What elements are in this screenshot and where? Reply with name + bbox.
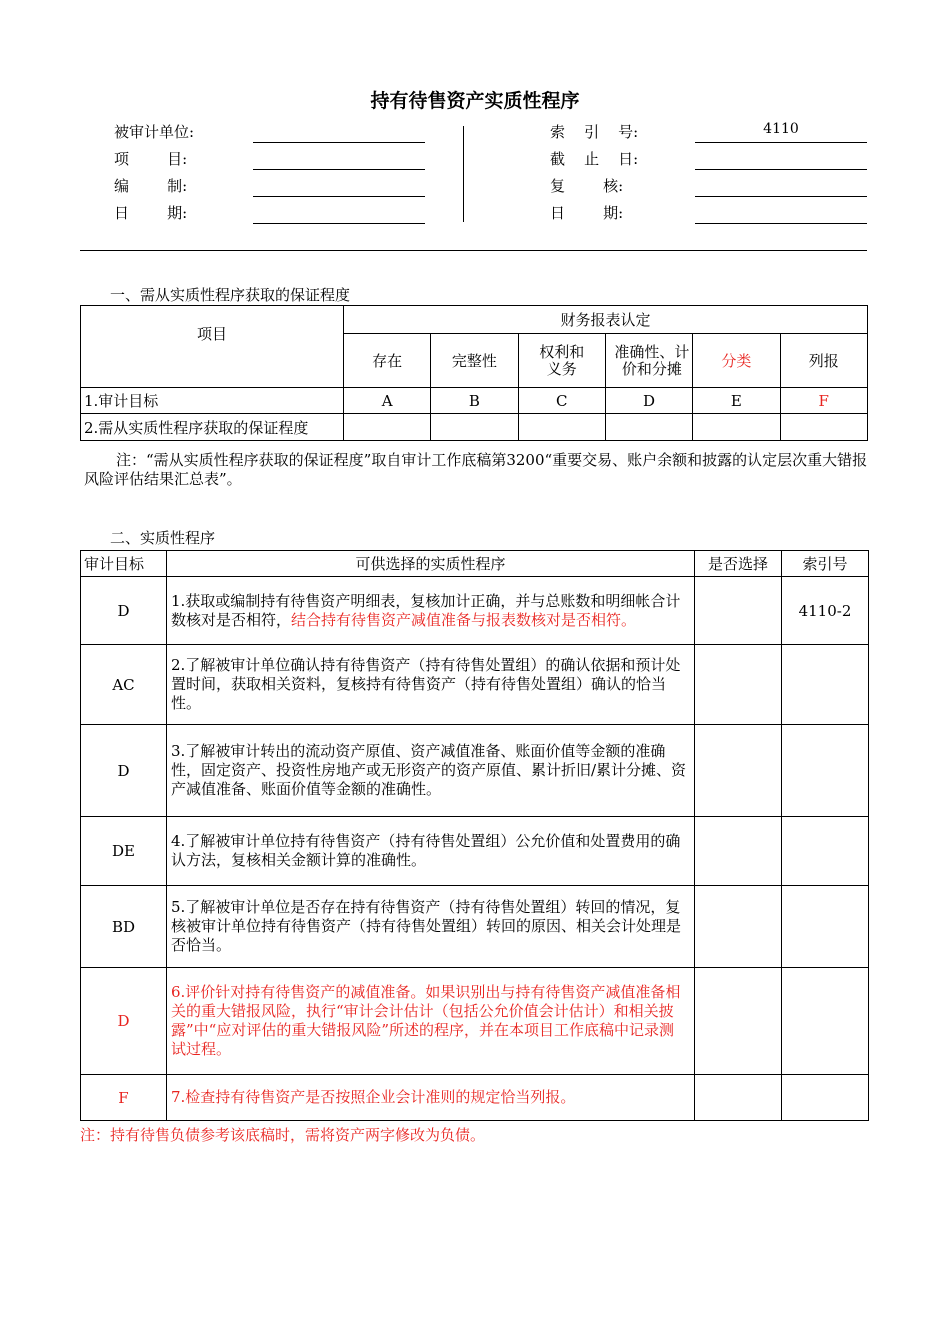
header-label-reviewer: 复 核: — [550, 177, 624, 195]
assertion-classification: 分类 — [693, 334, 780, 388]
proc4-text: 4.了解被审计单位持有待售资产（持有待售处置组）公允价值和处置费用的确认方法，复核相关金额计算的准确性。 — [167, 817, 695, 886]
cell-d: D — [605, 388, 692, 414]
cell-b: B — [431, 388, 518, 414]
index-field[interactable] — [695, 142, 867, 143]
proc6-index — [782, 968, 869, 1075]
header-label-index: 索 引 号: — [550, 123, 639, 141]
proc3-selected[interactable] — [695, 725, 782, 817]
col-item-header: 项目 — [81, 306, 344, 388]
proc5-index — [782, 886, 869, 968]
assurance-cell-1[interactable] — [343, 414, 430, 441]
proc2-selected[interactable] — [695, 645, 782, 725]
section1-note: 注：“需从实质性程序获取的保证程度”取自审计工作底稿第3200“重要交易、账户余额和披露的认定层次重大错报风险评估结果汇总表”。 — [84, 451, 868, 488]
cell-a: A — [343, 388, 430, 414]
header-label-date-left: 日 期: — [114, 204, 188, 222]
proc3-target: D — [81, 725, 167, 817]
proc7-index — [782, 1075, 869, 1121]
proc2-index — [782, 645, 869, 725]
row-label-objective: 1.审计目标 — [81, 388, 344, 414]
cell-e: E — [693, 388, 780, 414]
proc3-index — [782, 725, 869, 817]
cell-f: F — [780, 388, 867, 414]
col-header-index: 索引号 — [782, 551, 869, 577]
proc4-index — [782, 817, 869, 886]
proc3-text: 3.了解被审计转出的流动资产原值、资产减值准备、账面价值等金额的准确性，固定资产、投资性房地产或无形资产的资产原值、累计折旧/累计分摊、资产减值准备、账面价值等金额的准确性。 — [167, 725, 695, 817]
proc1-selected[interactable] — [695, 577, 782, 645]
proc5-selected[interactable] — [695, 886, 782, 968]
date-field-left[interactable] — [253, 223, 425, 224]
proc1-text: 1.获取或编制持有待售资产明细表，复核加计正确，并与总账数和明细帐合计数核对是否相符，结合持有待售资产减值准备与报表数核对是否相符。 — [167, 577, 695, 645]
header-rule — [80, 250, 867, 251]
col-header-procedure: 可供选择的实质性程序 — [167, 551, 695, 577]
proc4-target: DE — [81, 817, 167, 886]
assertion-table — [80, 305, 868, 441]
proc6-text: 6.评价针对持有待售资产的减值准备。如果识别出与持有待售资产减值准备相关的重大错报风险，执行“审计会计估计（包括公允价值会计估计）和相关披露”中“应对评估的重大错报风险”所述的程序，并在本项目工作底稿中记录测试过程。 — [167, 968, 695, 1075]
proc1-index: 4110-2 — [782, 577, 869, 645]
assurance-cell-3[interactable] — [518, 414, 605, 441]
assertion-existence: 存在 — [343, 334, 430, 388]
index-value: 4110 — [763, 121, 799, 137]
proc6-target: D — [81, 968, 167, 1075]
header-label-project: 项 目: — [114, 150, 188, 168]
footnote: 注：持有待售负债参考该底稿时，需将资产两字修改为负债。 — [80, 1126, 486, 1144]
proc5-text: 5.了解被审计单位是否存在持有待售资产（持有待售处置组）转回的情况，复核被审计单位持有待售资产（持有待售处置组）转回的原因、相关会计处理是否恰当。 — [167, 886, 695, 968]
assertion-rights: 权利和义务 — [518, 334, 605, 388]
assurance-cell-6[interactable] — [780, 414, 867, 441]
header-label-auditee: 被审计单位: — [114, 123, 195, 141]
group-header: 财务报表认定 — [343, 306, 867, 334]
auditee-field[interactable] — [253, 142, 425, 143]
header-divider — [463, 126, 464, 222]
proc1-target: D — [81, 577, 167, 645]
proc7-target: F — [81, 1075, 167, 1121]
proc2-target: AC — [81, 645, 167, 725]
col-header-selected: 是否选择 — [695, 551, 782, 577]
section1-heading: 一、需从实质性程序获取的保证程度 — [110, 286, 351, 304]
page-title: 持有待售资产实质性程序 — [370, 90, 580, 112]
project-field[interactable] — [253, 169, 425, 170]
proc2-text: 2.了解被审计单位确认持有待售资产（持有待售处置组）的确认依据和预计处置时间，获取相关资料，复核持有待售资产（持有待售处置组）确认的恰当性。 — [167, 645, 695, 725]
cell-c: C — [518, 388, 605, 414]
header-label-preparer: 编 制: — [114, 177, 188, 195]
proc4-selected[interactable] — [695, 817, 782, 886]
section2-heading: 二、实质性程序 — [110, 529, 216, 547]
proc7-text: 7.检查持有待售资产是否按照企业会计准则的规定恰当列报。 — [167, 1075, 695, 1121]
assertion-completeness: 完整性 — [431, 334, 518, 388]
proc6-selected[interactable] — [695, 968, 782, 1075]
header-label-date-right: 日 期: — [550, 204, 624, 222]
cutoff-field[interactable] — [695, 169, 867, 170]
header-label-cutoff: 截 止 日: — [550, 150, 639, 168]
reviewer-field[interactable] — [695, 196, 867, 197]
assertion-presentation: 列报 — [780, 334, 867, 388]
proc7-selected[interactable] — [695, 1075, 782, 1121]
assurance-cell-4[interactable] — [605, 414, 692, 441]
col-header-target: 审计目标 — [81, 551, 167, 577]
proc5-target: BD — [81, 886, 167, 968]
procedures-table — [80, 550, 869, 1121]
row-label-assurance: 2.需从实质性程序获取的保证程度 — [81, 414, 344, 441]
assertion-accuracy: 准确性、计价和分摊 — [605, 334, 692, 388]
assurance-cell-2[interactable] — [431, 414, 518, 441]
preparer-field[interactable] — [253, 196, 425, 197]
assurance-cell-5[interactable] — [693, 414, 780, 441]
date-field-right[interactable] — [695, 223, 867, 224]
